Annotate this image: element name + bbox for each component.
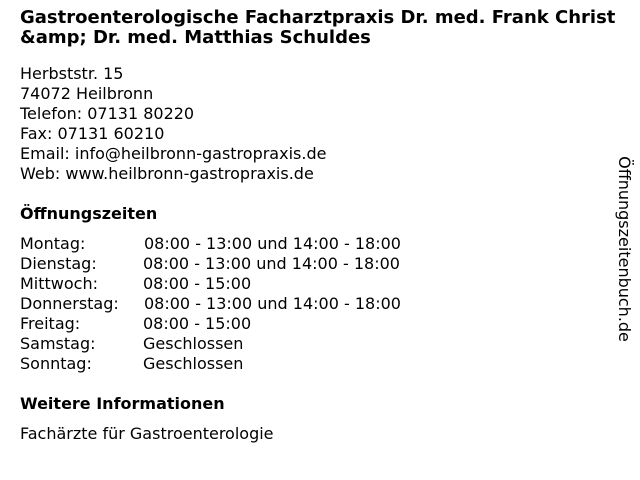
time-value: 08:00 - 13:00 und 14:00 - 18:00 [144, 234, 401, 253]
time-value: Geschlossen [143, 354, 244, 373]
phone-number: Telefon: 07131 80220 [20, 104, 195, 123]
city-address: 74072 Heilbronn [20, 84, 154, 103]
day-label: Donnerstag: [20, 294, 119, 313]
street-address: Herbststr. 15 [20, 64, 124, 83]
website-url: Web: www.heilbronn-gastropraxis.de [20, 164, 314, 183]
time-value: 08:00 - 13:00 und 14:00 - 18:00 [144, 294, 401, 313]
day-label: Mittwoch: [20, 274, 98, 293]
time-value: 08:00 - 15:00 [143, 274, 252, 293]
time-value: Geschlossen [143, 334, 244, 353]
more-info-heading: Weitere Informationen [20, 394, 225, 413]
address-block [20, 64, 326, 184]
site-name-label: Öffnungszeitenbuch.de [615, 156, 634, 342]
day-label: Freitag: [20, 314, 81, 333]
specialty-text: Fachärzte für Gastroenterologie [20, 424, 274, 443]
day-label: Samstag: [20, 334, 96, 353]
time-value: 08:00 - 13:00 und 14:00 - 18:00 [143, 254, 400, 273]
time-value: 08:00 - 15:00 [143, 314, 252, 333]
email-address: Email: info@heilbronn-gastropraxis.de [20, 144, 327, 163]
day-label: Dienstag: [20, 254, 97, 273]
practice-title: Gastroenterologische Facharztpraxis Dr. med. Frank Christ &amp; Dr. med. Matthias Schuldes [20, 7, 616, 48]
day-label: Montag: [20, 234, 86, 253]
fax-number: Fax: 07131 60210 [20, 124, 165, 143]
day-label: Sonntag: [20, 354, 92, 373]
side-watermark [614, 135, 634, 363]
opening-hours-heading: Öffnungszeiten [20, 204, 158, 223]
